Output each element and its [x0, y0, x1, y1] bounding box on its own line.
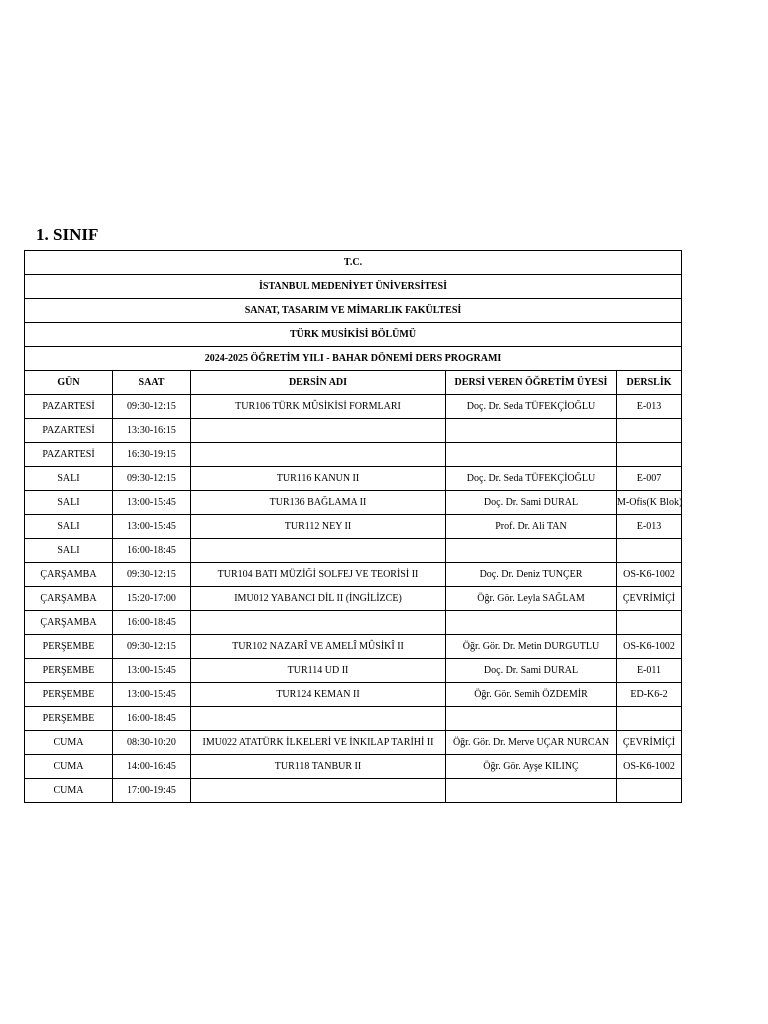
course-cell [191, 539, 446, 563]
header-row [25, 275, 682, 299]
course-cell [191, 419, 446, 443]
time-cell: 17:00-19:45 [113, 779, 191, 803]
course-cell: TUR112 NEY II [191, 515, 446, 539]
table-row [25, 683, 682, 707]
header-line: SANAT, TASARIM VE MİMARLIK FAKÜLTESİ [25, 299, 682, 323]
instructor-cell: Doç. Dr. Deniz TUNÇER [446, 563, 617, 587]
table-row [25, 611, 682, 635]
time-cell: 16:00-18:45 [113, 539, 191, 563]
table-row [25, 755, 682, 779]
schedule-body [25, 251, 682, 803]
room-cell [617, 539, 682, 563]
day-cell: PERŞEMBE [25, 659, 113, 683]
time-cell: 14:00-16:45 [113, 755, 191, 779]
instructor-cell [446, 779, 617, 803]
room-cell: M-Ofis(K Blok) [617, 491, 682, 515]
instructor-cell: Prof. Dr. Ali TAN [446, 515, 617, 539]
day-cell: PERŞEMBE [25, 707, 113, 731]
course-cell: TUR104 BATI MÜZİĞİ SOLFEJ VE TEORİSİ II [191, 563, 446, 587]
day-cell: SALI [25, 539, 113, 563]
time-cell: 13:00-15:45 [113, 491, 191, 515]
instructor-cell [446, 419, 617, 443]
schedule-table [24, 250, 682, 803]
day-cell: SALI [25, 467, 113, 491]
instructor-cell: Öğr. Gör. Ayşe KILINÇ [446, 755, 617, 779]
day-cell: PAZARTESİ [25, 443, 113, 467]
course-cell: TUR116 KANUN II [191, 467, 446, 491]
day-cell: SALI [25, 515, 113, 539]
day-cell: CUMA [25, 779, 113, 803]
room-cell [617, 779, 682, 803]
time-cell: 09:30-12:15 [113, 395, 191, 419]
instructor-cell: Doç. Dr. Sami DURAL [446, 491, 617, 515]
day-cell: PAZARTESİ [25, 419, 113, 443]
class-title: 1. SINIF [36, 225, 99, 244]
time-cell: 16:00-18:45 [113, 707, 191, 731]
time-cell: 13:00-15:45 [113, 659, 191, 683]
column-header-time: SAAT [113, 371, 191, 395]
instructor-cell [446, 539, 617, 563]
table-row [25, 419, 682, 443]
header-line: 2024-2025 ÖĞRETİM YILI - BAHAR DÖNEMİ DERS PROGRAMI [25, 347, 682, 371]
time-cell: 13:00-15:45 [113, 683, 191, 707]
table-row [25, 467, 682, 491]
header-line: İSTANBUL MEDENİYET ÜNİVERSİTESİ [25, 275, 682, 299]
instructor-cell: Öğr. Gör. Dr. Merve UÇAR NURCAN [446, 731, 617, 755]
table-row [25, 491, 682, 515]
column-header-row [25, 371, 682, 395]
room-cell [617, 443, 682, 467]
course-cell [191, 443, 446, 467]
day-cell: ÇARŞAMBA [25, 563, 113, 587]
room-cell [617, 419, 682, 443]
course-cell: IMU022 ATATÜRK İLKELERİ VE İNKILAP TARİHİ II [191, 731, 446, 755]
room-cell [617, 611, 682, 635]
course-cell [191, 707, 446, 731]
table-row [25, 731, 682, 755]
room-cell: OS-K6-1002 [617, 635, 682, 659]
table-row [25, 515, 682, 539]
day-cell: ÇARŞAMBA [25, 587, 113, 611]
instructor-cell: Doç. Dr. Seda TÜFEKÇİOĞLU [446, 395, 617, 419]
header-row [25, 251, 682, 275]
time-cell: 16:00-18:45 [113, 611, 191, 635]
column-header-room: DERSLİK [617, 371, 682, 395]
time-cell: 09:30-12:15 [113, 563, 191, 587]
course-cell: TUR118 TANBUR II [191, 755, 446, 779]
room-cell: OS-K6-1002 [617, 755, 682, 779]
course-cell [191, 611, 446, 635]
time-cell: 13:30-16:15 [113, 419, 191, 443]
table-row [25, 635, 682, 659]
instructor-cell: Doç. Dr. Sami DURAL [446, 659, 617, 683]
table-row [25, 659, 682, 683]
header-line: T.C. [25, 251, 682, 275]
header-row [25, 299, 682, 323]
course-cell: IMU012 YABANCI DİL II (İNGİLİZCE) [191, 587, 446, 611]
day-cell: PERŞEMBE [25, 683, 113, 707]
table-row [25, 707, 682, 731]
table-row [25, 539, 682, 563]
course-cell: TUR114 UD II [191, 659, 446, 683]
day-cell: ÇARŞAMBA [25, 611, 113, 635]
header-row [25, 323, 682, 347]
column-header-course: DERSİN ADI [191, 371, 446, 395]
instructor-cell: Öğr. Gör. Leyla SAĞLAM [446, 587, 617, 611]
room-cell: OS-K6-1002 [617, 563, 682, 587]
time-cell: 15:20-17:00 [113, 587, 191, 611]
room-cell: ÇEVRİMİÇİ [617, 587, 682, 611]
instructor-cell [446, 707, 617, 731]
room-cell: ED-K6-2 [617, 683, 682, 707]
column-header-day: GÜN [25, 371, 113, 395]
course-cell [191, 779, 446, 803]
time-cell: 16:30-19:15 [113, 443, 191, 467]
course-cell: TUR106 TÜRK MÛSİKİSİ FORMLARI [191, 395, 446, 419]
table-row [25, 563, 682, 587]
table-row [25, 779, 682, 803]
day-cell: SALI [25, 491, 113, 515]
time-cell: 09:30-12:15 [113, 467, 191, 491]
table-row [25, 587, 682, 611]
column-header-instructor: DERSİ VEREN ÖĞRETİM ÜYESİ [446, 371, 617, 395]
header-row [25, 347, 682, 371]
day-cell: PAZARTESİ [25, 395, 113, 419]
instructor-cell: Öğr. Gör. Dr. Metin DURGUTLU [446, 635, 617, 659]
table-row [25, 443, 682, 467]
header-line: TÜRK MUSİKİSİ BÖLÜMÜ [25, 323, 682, 347]
instructor-cell [446, 611, 617, 635]
room-cell: E-013 [617, 515, 682, 539]
course-cell: TUR136 BAĞLAMA II [191, 491, 446, 515]
time-cell: 09:30-12:15 [113, 635, 191, 659]
time-cell: 13:00-15:45 [113, 515, 191, 539]
instructor-cell: Doç. Dr. Seda TÜFEKÇİOĞLU [446, 467, 617, 491]
instructor-cell [446, 443, 617, 467]
room-cell: ÇEVRİMİÇİ [617, 731, 682, 755]
course-cell: TUR102 NAZARÎ VE AMELÎ MÛSİKÎ II [191, 635, 446, 659]
room-cell [617, 707, 682, 731]
room-cell: E-011 [617, 659, 682, 683]
time-cell: 08:30-10:20 [113, 731, 191, 755]
day-cell: PERŞEMBE [25, 635, 113, 659]
table-row [25, 395, 682, 419]
room-cell: E-007 [617, 467, 682, 491]
instructor-cell: Öğr. Gör. Semih ÖZDEMİR [446, 683, 617, 707]
day-cell: CUMA [25, 755, 113, 779]
day-cell: CUMA [25, 731, 113, 755]
room-cell: E-013 [617, 395, 682, 419]
course-cell: TUR124 KEMAN II [191, 683, 446, 707]
